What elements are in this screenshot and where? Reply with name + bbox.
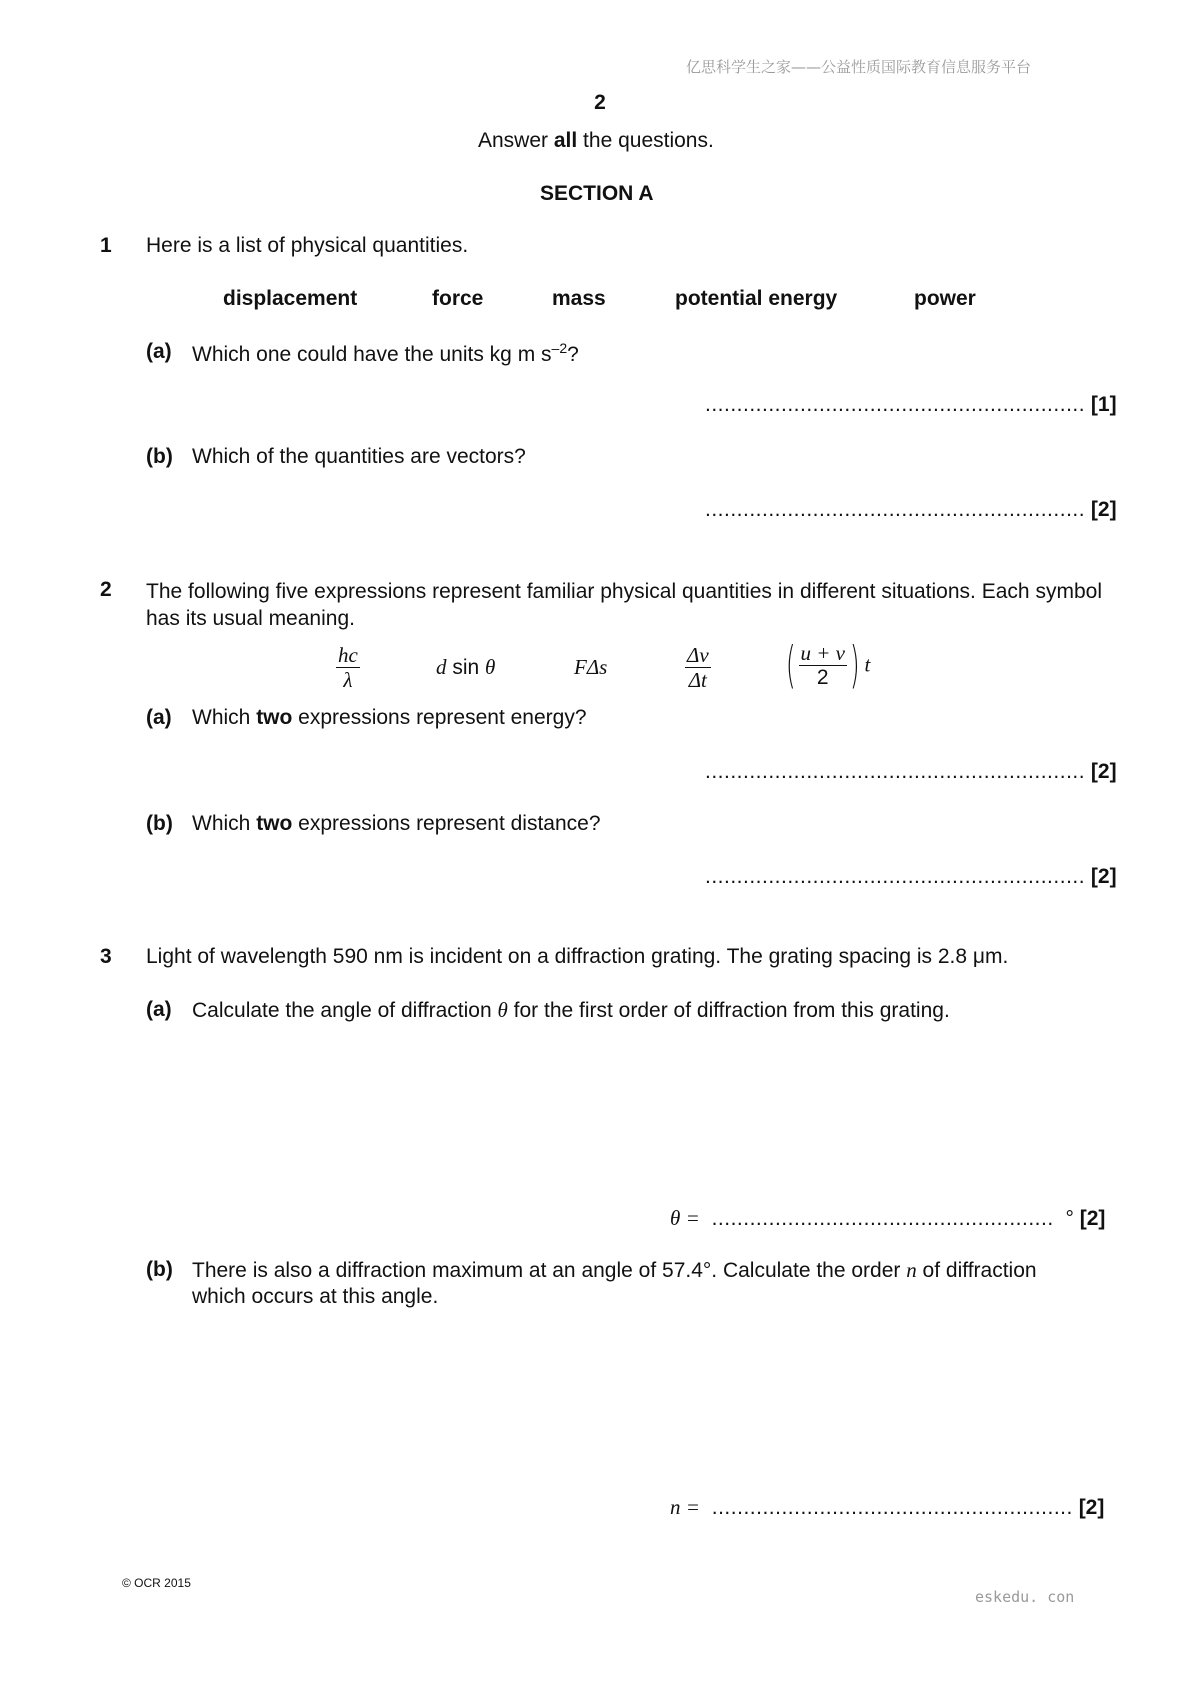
question-1a-text: [192, 340, 579, 367]
question-1b-text: Which of the quantities are vectors?: [192, 445, 526, 468]
question-2b-suffix: expressions represent distance?: [292, 812, 601, 835]
question-3a-label: (a): [146, 998, 172, 1021]
question-3a-prefix: Calculate the angle of diffraction: [192, 999, 498, 1022]
question-3b-line1: [192, 1258, 1102, 1283]
expr3-delta-s: Δs: [586, 655, 608, 679]
expression-f-delta-s: [574, 655, 607, 680]
question-2a-prefix: Which: [192, 706, 257, 729]
expression-d-sin-theta: [436, 655, 495, 680]
question-3a-suffix: for the first order of diffraction from this grating.: [507, 999, 950, 1022]
expr2-theta: θ: [485, 655, 496, 679]
answer-line-2b[interactable]: [705, 865, 1117, 889]
answer-line-1a[interactable]: [705, 393, 1117, 417]
expr2-d: d: [436, 655, 447, 679]
expr1-denominator: λ: [343, 668, 353, 692]
question-2a-label: (a): [146, 706, 172, 729]
question-3-number: 3: [100, 945, 112, 968]
answer-line-3b[interactable]: [670, 1495, 1104, 1520]
answer-line-2a[interactable]: [705, 760, 1117, 784]
question-3-stem: Light of wavelength 590 nm is incident on a diffraction grating. The grating spacing is 2.8 μm.: [146, 945, 1009, 968]
quantity-mass: mass: [552, 287, 606, 310]
quantity-displacement: displacement: [223, 287, 358, 310]
question-3b-label: (b): [146, 1258, 173, 1281]
marks-3b: [2]: [1078, 1496, 1105, 1519]
question-3b-text: There is also a diffraction maximum at an angle of 57.4°. Calculate the order: [192, 1259, 907, 1282]
instruction: [478, 129, 714, 153]
expr3-f: F: [574, 655, 587, 679]
answer-line-3a[interactable]: [670, 1206, 1105, 1231]
question-3a-text: [192, 998, 950, 1023]
question-3b-n: n: [906, 1258, 917, 1282]
expr4-denominator: Δt: [688, 668, 707, 692]
watermark-top: 亿思科学生之家——公益性质国际教育信息服务平台: [686, 58, 1032, 76]
question-3b-line2: which occurs at this angle.: [192, 1285, 439, 1308]
quantity-power: power: [914, 287, 976, 310]
page-number: 2: [594, 91, 606, 114]
expression-hc-over-lambda: [336, 644, 360, 691]
answer-unit-3a: °: [1065, 1207, 1074, 1230]
question-1-number: 1: [100, 234, 112, 257]
answer-dots-2b: ............................................................: [705, 865, 1086, 888]
quantity-force: force: [432, 287, 484, 310]
quantity-potential-energy: potential energy: [675, 287, 838, 310]
question-2b-bold: two: [256, 812, 293, 835]
question-2-stem: The following five expressions represent familiar physical quantities in different situations. Each symbol has its usual meaning.: [146, 580, 1102, 630]
answer-dots-3b: .........................................................: [711, 1496, 1073, 1519]
instruction-bold: all: [553, 129, 578, 152]
answer-label-3b: n =: [670, 1495, 700, 1519]
question-2b-label: (b): [146, 812, 173, 835]
answer-dots-3a: ......................................................: [711, 1207, 1054, 1230]
marks-2b: [2]: [1090, 865, 1117, 888]
expr1-numerator: hc: [338, 643, 358, 667]
expression-delta-v-over-delta-t: [685, 644, 711, 691]
expr2-sin: sin: [446, 656, 486, 679]
marks-1b: [2]: [1090, 498, 1117, 521]
question-1a-label: (a): [146, 340, 172, 363]
section-title: SECTION A: [540, 182, 654, 205]
expression-average-velocity-times-t: [781, 636, 871, 694]
instruction-prefix: Answer: [478, 129, 554, 152]
question-3a-theta: θ: [497, 998, 508, 1022]
question-1a-suffix: ?: [567, 343, 579, 366]
instruction-suffix: the questions.: [577, 129, 714, 152]
question-2b-text: [192, 812, 601, 836]
expr4-numerator: Δv: [687, 643, 709, 667]
expr5-denominator: 2: [816, 665, 829, 689]
left-paren: (: [785, 636, 796, 694]
copyright: © OCR 2015: [122, 1576, 191, 1590]
answer-label-3a: θ =: [670, 1206, 700, 1230]
expr5-t: t: [864, 652, 871, 677]
question-2-number: 2: [100, 578, 112, 601]
answer-dots-2a: ............................................................: [705, 760, 1086, 783]
answer-dots-1a: ............................................................: [705, 393, 1086, 416]
question-1a-body: Which one could have the units kg m s: [192, 343, 552, 366]
answer-dots-1b: ............................................................: [705, 498, 1086, 521]
question-2a-suffix: expressions represent energy?: [292, 706, 587, 729]
expr5-numerator: u + v: [800, 640, 846, 665]
question-1-stem: Here is a list of physical quantities.: [146, 234, 469, 257]
question-1a-sup: –2: [551, 340, 568, 356]
question-2a-bold: two: [256, 706, 293, 729]
question-2b-prefix: Which: [192, 812, 257, 835]
marks-3a: [2]: [1079, 1207, 1106, 1230]
question-3b-line1-end: of diffraction: [916, 1259, 1037, 1282]
answer-line-1b[interactable]: [705, 498, 1117, 522]
question-2a-text: [192, 706, 587, 730]
right-paren: ): [849, 636, 860, 694]
marks-2a: [2]: [1090, 760, 1117, 783]
watermark-bottom: eskedu. con: [975, 1588, 1075, 1606]
marks-1a: [1]: [1090, 393, 1117, 416]
question-1b-label: (b): [146, 445, 173, 468]
